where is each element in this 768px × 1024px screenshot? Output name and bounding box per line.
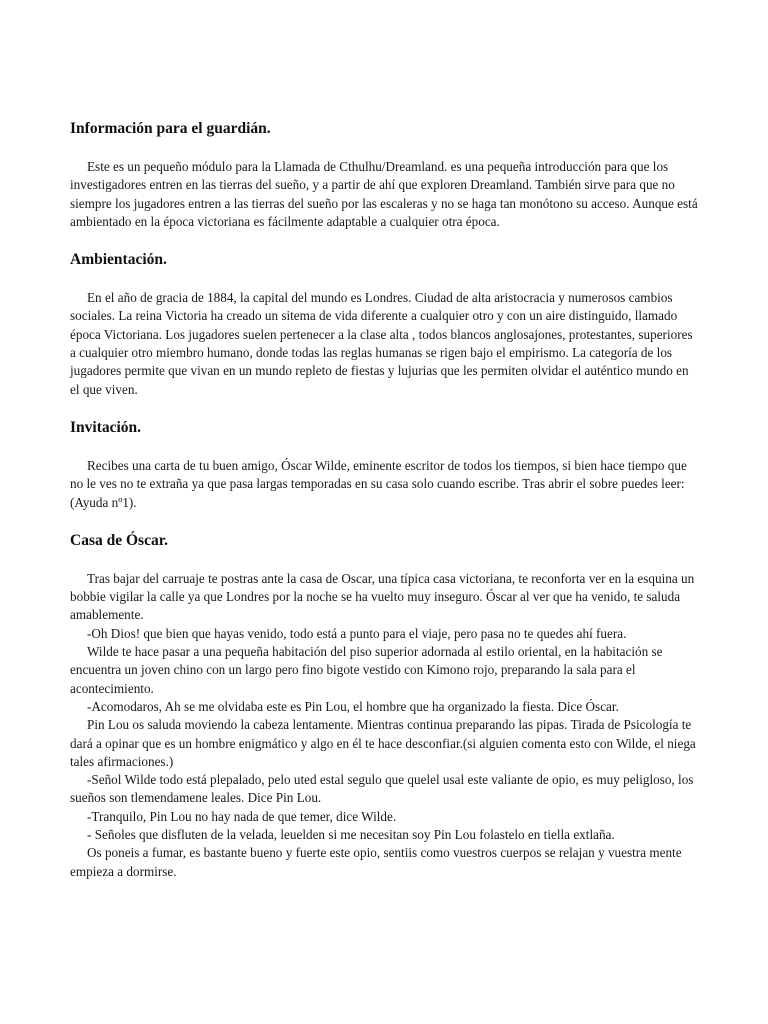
paragraph: -Acomodaros, Ah se me olvidaba este es Pin Lou, el hombre que ha organizado la fiesta. Dice Óscar. [87,698,619,714]
section-heading: Invitación. [70,418,142,436]
paragraph: -Tranquilo, Pin Lou no hay nada de que temer, dice Wilde. [87,808,397,824]
paragraph: En el año de gracia de 1884, la capital del mundo es Londres. Ciudad de alta aristocracia y numerosos cambios sociales. La reina Victoria ha creado un sitema de vida diferente a cualquier otro y con un aire distinguido, llamado época Victoriana. Los jugadores suelen pertenecer a la clase alta , todos blancos anglosajones, protestantes, superiores a cualquier otro miembro humano, donde todas las reglas humanas se rigen bajo el empirismo. La categoría de los jugadores permite que vivan en un mundo repleto de fiestas y lujurias que les permiten olvidar el auténtico mundo en el que viven. [70,290,693,397]
paragraph: -Oh Dios! que bien que hayas venido, todo está a punto para el viaje, pero pasa no te quedes ahí fuera. [87,625,627,641]
section-oscar-house [70,531,700,881]
paragraph: Este es un pequeño módulo para la Llamada de Cthulhu/Dreamland. es una pequeña introducción para que los investigadores entren en las tierras del sueño, y a partir de ahí que exploren Dreamland. También sirve para que no siempre los jugadores entren a las tierras del sueño por las escaleras y no se haga tan monótono su acceso. Aunque está ambientado en la época victoriana es fácilmente adaptable a cualquier otra época. [70,159,698,229]
section-invitation [70,418,700,512]
paragraph: -Señol Wilde todo está plepalado, pelo uted estal segulo que quelel usal este valiante de opio, es muy peligloso, los sueños son tlemendamene leales. Dice Pin Lou. [70,772,694,806]
section-setting [70,250,700,399]
paragraph: Pin Lou os saluda moviendo la cabeza lentamente. Mientras continua preparando las pipas. Tirada de Psicología te dará a opinar que es un hombre enigmático y algo en él te hace desconfiar.(si alguien comenta esto con Wilde, el niega tales afirmaciones.) [70,717,696,769]
paragraph: Wilde te hace pasar a una pequeña habitación del piso superior adornada al estilo oriental, en la habitación se encuentra un joven chino con un largo pero fino bigote vestido con Kimono rojo, preparando la sala para el acontecimiento. [70,644,663,696]
section-heading: Casa de Óscar. [70,531,169,549]
section-guardian-info [70,119,700,231]
section-heading: Información para el guardián. [70,120,271,137]
paragraph: Recibes una carta de tu buen amigo, Óscar Wilde, eminente escritor de todos los tiempos, si bien hace tiempo que no le ves no te extraña ya que pasa largas temporadas en su casa solo cuando escribe. Tras abrir el sobre puedes leer: (Ayuda nº1). [70,457,687,510]
section-heading: Ambientación. [70,251,167,269]
paragraph: - Señoles que disfluten de la velada, leuelden si me necesitan soy Pin Lou folastelo en tiella extlaña. [87,827,615,843]
paragraph: Tras bajar del carruaje te postras ante la casa de Oscar, una típica casa victoriana, te reconforta ver en la esquina un bobbie vigilar la calle ya que Londres por la noche se ha vuelto muy inseguro. Óscar al ver que ha venido, te saluda amablemente. [70,570,695,623]
document-page [70,119,700,900]
paragraph: Os poneis a fumar, es bastante bueno y fuerte este opio, sentiis como vuestros cuerpos se relajan y vuestra mente empieza a dormirse. [70,845,682,879]
